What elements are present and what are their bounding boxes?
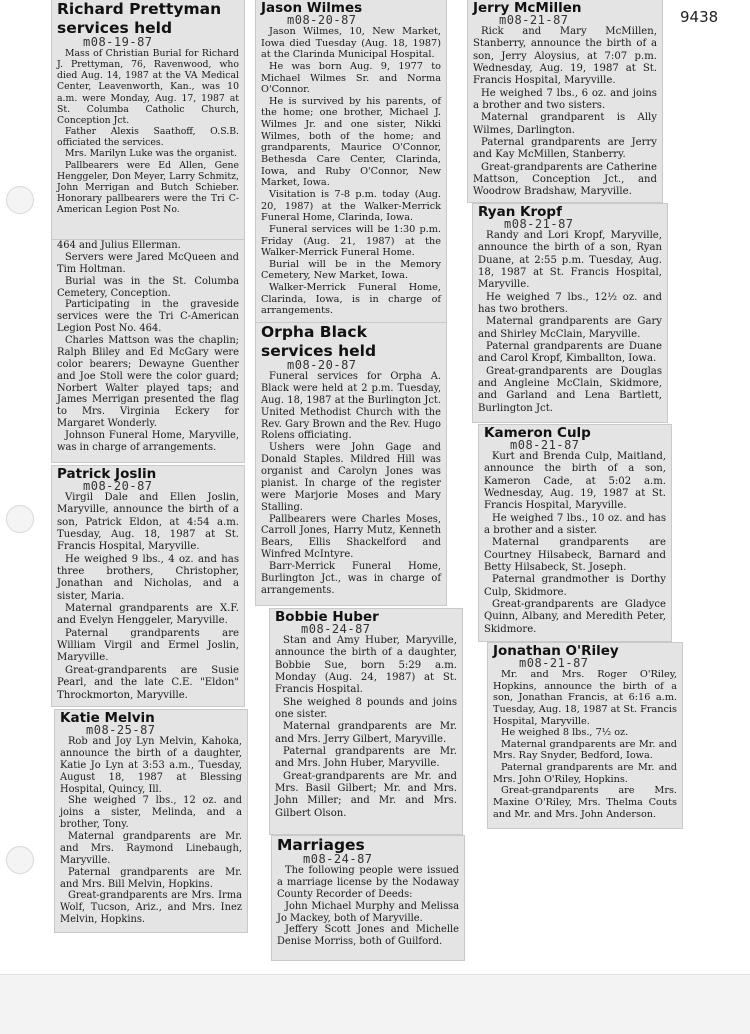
clipping-paragraph: Walker-Merrick Funeral Home, Clarinda, Iowa, is in charge of arrangements.: [261, 282, 441, 317]
clipping-jerry-mcmillen: [468, 0, 662, 202]
clipping-heading: Marriages: [277, 836, 365, 854]
clipping-paragraph: Ushers were John Gage and Donald Staples. Mildred Hill was organist and Carolyn Jones was pianist. In charge of the register were Marjorie Moses and Mary Stalling.: [261, 442, 441, 513]
clipping-paragraph: Great-grandparents are Catherine Mattson, Conception Jct., and Woodrow Bradshaw, Maryville.: [473, 161, 657, 198]
clipping-paragraph: Barr-Merrick Funeral Home, Burlington Jct., was in charge of arrangements.: [261, 561, 441, 596]
clipping-paragraph: Maternal grandparents are X.F. and Evelyn Henggeler, Maryville.: [57, 603, 239, 627]
clipping-orpha-black: [256, 323, 446, 605]
clipping-paragraph: He weighed 8 lbs., 7½ oz.: [501, 727, 629, 739]
clipping-paragraph: Mass of Christian Burial for Richard J. Prettyman, 76, Ravenwood, who died Aug. 14, 1987 at the VA Medical Center, Leavenworth, Kan., was 10 a.m. were Monday, Aug. 17, 1987 at St. Columba Catholic Church, Conception Jct.: [57, 48, 239, 126]
clipping-ryan-kropf: [473, 204, 667, 422]
clipping-heading: Jerry McMillen: [473, 0, 582, 16]
binder-hole: [6, 186, 34, 214]
clipping-paragraph: He weighed 9 lbs., 4 oz. and has three brothers, Christopher, Jonathan and Nicholas, and a sister, Maria.: [57, 553, 239, 602]
clipping-paragraph: Pallbearers were Ed Allen, Gene Henggeler, Don Meyer, Larry Schmitz, John Merrigan and Butch Schieber. Honorary pallbearers were the Tri C-American Legion Post No.: [57, 159, 239, 216]
clipping-paragraph: Paternal grandparents are Duane and Carol Kropf, Kimballton, Iowa.: [478, 341, 662, 365]
clipping-paragraph: Maternal grandparents are Mr. and Mrs. Raymond Linebaugh, Maryville.: [60, 831, 242, 866]
handwritten-date-note: m08-21-87: [504, 217, 574, 231]
clipping-heading: Jason Wilmes: [261, 0, 363, 16]
clipping-paragraph: Maternal grandparent is Ally Wilmes, Darlington.: [473, 112, 657, 136]
clipping-paragraph: Funeral services for Orpha A. Black were held at 2 p.m. Tuesday, Aug. 18, 1987 at the Burlington Jct. United Methodist Church with the Rev. Gary Brown and the Rev. Hugo Rolens officiating.: [261, 371, 441, 442]
clipping-paragraph: Maternal grandparents are Courtney Hilsabeck, Barnard and Betty Hilsabeck, St. Joseph.: [484, 537, 666, 574]
clipping-paragraph: Great-grandparents are Susie Pearl, and the late C.E. "Eldon" Throckmorton, Maryville.: [57, 664, 239, 701]
clipping-paragraph: Participating in the graveside services were the Tri C-American Legion Post No. 464.: [57, 299, 239, 335]
clipping-paragraph: He weighed 7 lbs., 10 oz. and has a brother and a sister.: [484, 512, 666, 537]
clipping-paragraph: Burial was in the St. Columba Cemetery, Conception.: [57, 275, 239, 299]
clipping-paragraph: Virgil Dale and Ellen Joslin, Maryville, announce the birth of a son, Patrick Eldon, at 4:54 a.m. Tuesday, Aug. 18, 1987 at St. Francis Hospital, Maryville.: [57, 492, 239, 553]
clipping-paragraph: Randy and Lori Kropf, Maryville, announce the birth of a son, Ryan Duane, at 2:55 p.m. Tuesday, Aug. 18, 1987 at St. Francis Hospital, Maryville.: [478, 230, 662, 291]
clipping-paragraph: Paternal grandparents are William Virgil and Ermel Joslin, Maryville.: [57, 627, 239, 664]
clipping-katie-melvin: [55, 710, 247, 932]
clipping-paragraph: Burial will be in the Memory Cemetery, New Market, Iowa.: [261, 258, 441, 282]
handwritten-date-note: m08-21-87: [510, 438, 580, 452]
clipping-heading: Kameron Culp: [484, 425, 591, 441]
clipping-paragraph: Servers were Jared McQueen and Tim Holtman.: [57, 251, 239, 275]
clipping-paragraph: Johnson Funeral Home, Maryville, was in charge of arrangements.: [57, 430, 239, 453]
clipping-heading: Jonathan O'Riley: [493, 643, 619, 659]
clipping-jonathan-oriley: [488, 643, 682, 828]
clipping-paragraph: Great-grandparents are Mrs. Maxine O'Riley, Mrs. Thelma Couts and Mr. and Mrs. John Anderson.: [493, 785, 677, 820]
clipping-paragraph: Paternal grandparents are Mr. and Mrs. Bill Melvin, Hopkins.: [60, 866, 242, 890]
clipping-paragraph: She weighed 7 lbs., 12 oz. and joins a sister, Melinda, and a brother, Tony.: [60, 795, 242, 831]
clipping-paragraph: Great-grandparents are Douglas and Angleine McClain, Skidmore, and Garland and Lena Bartlett, Burlington Jct.: [478, 365, 662, 414]
clipping-paragraph: Great-grandparents are Mrs. Irma Wolf, Tucson, Ariz., and Mrs. Inez Melvin, Hopkins.: [60, 890, 242, 926]
clipping-paragraph: Charles Mattson was the chaplin; Ralph Bliley and Ed McGary were color bearers; Dewayne Guenther and Joe Stoll were the color guard; Norbert Walter played taps; and James Merrigan presented the flag to Mrs. Virginia Eckery for Margaret Wonderly.: [57, 335, 239, 430]
clipping-paragraph: Kurt and Brenda Culp, Maitland, announce the birth of a son, Kameron Cade, at 5:02 a.m. Wednesday, Aug. 19, 1987 at St. Francis Hospital, Maryville.: [484, 451, 666, 512]
handwritten-date-note: m08-24-87: [303, 852, 373, 866]
clipping-paragraph: She weighed 8 pounds and joins one sister.: [275, 696, 457, 721]
clipping-paragraph: Paternal grandparents are Mr. and Mrs. John Huber, Maryville.: [275, 746, 457, 770]
clipping-kameron-culp: [479, 425, 671, 641]
clipping-heading: Katie Melvin: [60, 710, 155, 726]
clipping-paragraph: Great-grandparents are Gladyce Quinn, Albany, and Meredith Peter, Skidmore.: [484, 599, 666, 635]
clipping-paragraph: Stan and Amy Huber, Maryville, announce the birth of a daughter, Bobbie Sue, born 5:29 a.m. Monday (Aug. 24, 1987) at St. Francis Hospital.: [275, 635, 457, 696]
clipping-paragraph: Pallbearers were Charles Moses, Carroll Jones, Harry Mutz, Kenneth Bears, Ellis Shackelford and Winfred McIntyre.: [261, 513, 441, 561]
handwritten-date-note: m08-24-87: [301, 622, 371, 636]
clipping-paragraph: He weighed 7 lbs., 6 oz. and joins a brother and two sisters.: [473, 87, 657, 112]
clipping-patrick-joslin: [52, 466, 244, 706]
clipping-paragraph: He was born Aug. 9, 1977 to Michael Wilmes Sr. and Norma O'Connor.: [261, 60, 441, 96]
clipping-heading: Ryan Kropf: [478, 204, 562, 220]
clipping-bobbie-huber: [270, 609, 462, 834]
clipping-prettyman-continued: [52, 240, 244, 462]
clipping-paragraph: Mrs. Marilyn Luke was the organist.: [65, 148, 237, 160]
clipping-paragraph: Maternal grandparents are Mr. and Mrs. Ray Snyder, Bedford, Iowa.: [493, 738, 677, 762]
clipping-jason-wilmes: [256, 0, 446, 322]
page-number: 9438: [680, 8, 719, 26]
handwritten-date-note: m08-19-87: [83, 35, 153, 49]
binder-hole: [6, 846, 34, 874]
clipping-paragraph: Paternal grandparents are Mr. and Mrs. John O'Riley, Hopkins.: [493, 762, 677, 785]
clipping-paragraph: Maternal grandparents are Gary and Shirley McClain, Maryville.: [478, 316, 662, 340]
handwritten-date-note: m08-21-87: [499, 13, 569, 27]
clipping-paragraph: Jason Wilmes, 10, New Market, Iowa died Tuesday (Aug. 18, 1987) at the Clarinda Municipal Hospital.: [261, 26, 441, 61]
clipping-paragraph: Maternal grandparents are Mr. and Mrs. Jerry Gilbert, Maryville.: [275, 721, 457, 745]
clipping-marriages: [272, 836, 464, 960]
handwritten-date-note: m08-20-87: [83, 479, 153, 493]
clipping-paragraph: The following people were issued a marriage license by the Nodaway County Recorder of Deeds:: [277, 865, 459, 900]
clipping-heading: Orpha Black: [261, 323, 367, 341]
clipping-prettyman: [52, 0, 244, 239]
clipping-heading: services held: [261, 342, 377, 360]
clipping-paragraph: Mr. and Mrs. Roger O'Riley, Hopkins, announce the birth of a son, Jonathan Francis, at 6:16 a.m. Tuesday, Aug. 18, 1987 at St. Francis Hospital, Maryville.: [493, 669, 677, 727]
clipping-paragraph: Jeffery Scott Jones and Michelle Denise Morriss, both of Guilford.: [277, 924, 459, 948]
handwritten-date-note: m08-21-87: [519, 656, 589, 670]
clipping-paragraph: Funeral services will be 1:30 p.m. Friday (Aug. 21, 1987) at the Walker-Merrick Funeral Home.: [261, 223, 441, 259]
clipping-heading: Bobbie Huber: [275, 609, 379, 625]
clipping-heading: Patrick Joslin: [57, 466, 157, 482]
clipping-paragraph: Paternal grandparents are Jerry and Kay McMillen, Stanberry.: [473, 137, 657, 161]
clipping-heading: services held: [57, 19, 173, 37]
clipping-paragraph: Paternal grandmother is Dorthy Culp, Skidmore.: [484, 574, 666, 598]
clipping-paragraph: 464 and Julius Ellerman.: [57, 240, 181, 251]
handwritten-date-note: m08-20-87: [287, 13, 357, 27]
clipping-paragraph: Rick and Mary McMillen, Stanberry, announce the birth of a son, Jerry Aloysius, at 7:07 p.m. Wednesday, Aug. 19, 1987 at St. Francis Hospital, Maryville.: [473, 26, 657, 87]
clipping-paragraph: Great-grandparents are Mr. and Mrs. Basil Gilbert; Mr. and Mrs. John Miller; and Mr. and Mrs. Gilbert Olson.: [275, 770, 457, 819]
clipping-paragraph: Rob and Joy Lyn Melvin, Kahoka, announce the birth of a daughter, Katie Jo Lyn at 3:53 a.m., Tuesday, August 18, 1987 at Blessing Hospital, Quincy, Ill.: [60, 736, 242, 795]
clipping-paragraph: Visitation is 7-8 p.m. today (Aug. 20, 1987) at the Walker-Merrick Funeral Home, Clarinda, Iowa.: [261, 188, 441, 224]
clipping-paragraph: Father Alexis Saathoff, O.S.B. officiated the services.: [57, 126, 239, 149]
clipping-paragraph: John Michael Murphy and Melissa Jo Mackey, both of Maryville.: [277, 900, 459, 924]
clipping-heading: Richard Prettyman: [57, 0, 222, 18]
handwritten-date-note: m08-20-87: [287, 358, 357, 372]
binder-hole: [6, 505, 34, 533]
clipping-paragraph: He weighed 7 lbs., 12½ oz. and has two brothers.: [478, 291, 662, 316]
clipping-paragraph: He is survived by his parents, of the home; one brother, Michael J. Wilmes Jr. and one sister, Nikki Wilmes, both of the home; and grandparents, Maurice O'Connor, Bethesda Care Center, Clarinda, Iowa, and Ruby O'Connor, New Market, Iowa.: [261, 95, 441, 189]
handwritten-date-note: m08-25-87: [86, 723, 156, 737]
scanner-bottom-margin: [0, 974, 750, 1034]
